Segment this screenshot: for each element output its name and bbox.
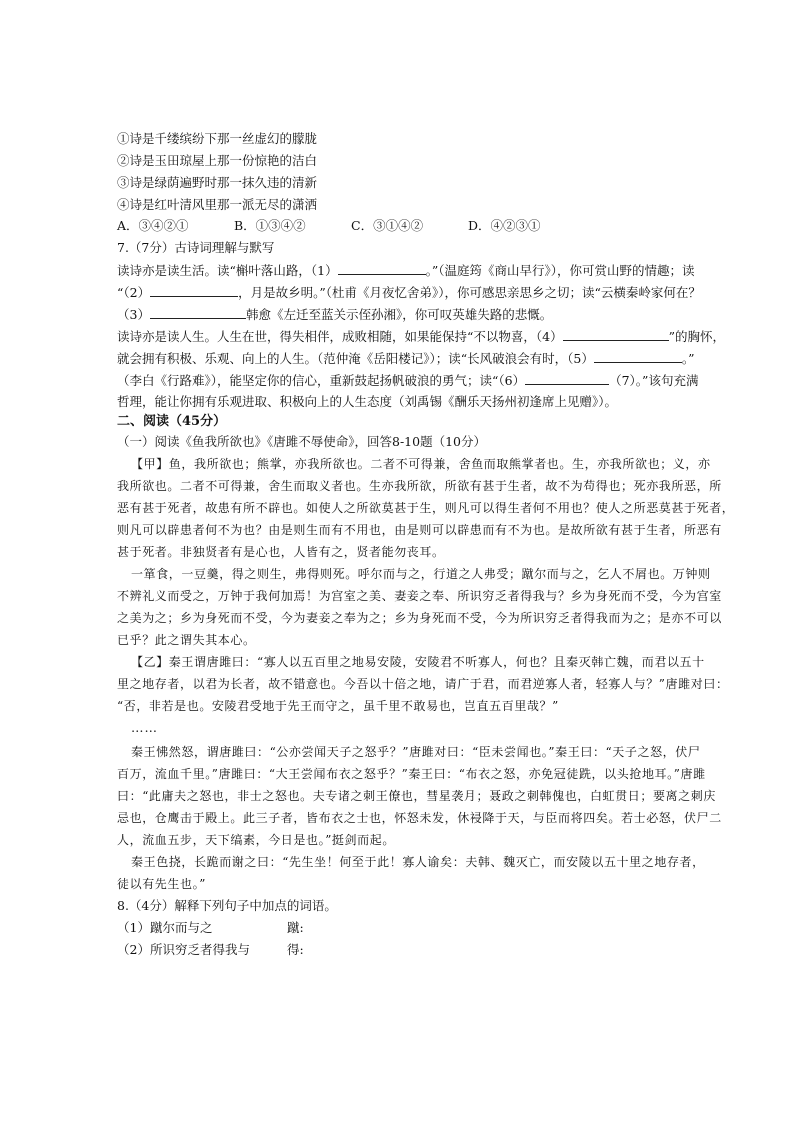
q7-line-2: “（2） ，月是故乡明。”（杜甫《月夜忆舍弟》），你可感思亲思乡之切；读“云横秦岭家何在？ <box>117 282 701 303</box>
q8-item-2: （2）所识穷乏者得我与 <box>117 942 250 957</box>
q7-line-5: 就会拥有积极、乐观、向上的人生。（范仲淹《岳阳楼记》）；读“长风破浪会有时，（5） 。” <box>117 348 695 369</box>
passage-jia-line: 已乎？此之谓失其本心。 <box>117 633 256 647</box>
option-2: ②诗是玉田琼屋上那一份惊艳的洁白 <box>117 153 318 168</box>
answer-blank-5[interactable] <box>594 348 682 363</box>
q7-line-1: 读诗亦是读生活。读“槲叶落山路，（1） 。”（温庭筠《商山早行》），你可赏山野的情趣；读 <box>117 260 695 281</box>
passage-yi-line: 徒以有先生也。” <box>117 877 206 891</box>
passage-ellipsis: …… <box>131 720 158 735</box>
q8-item-1: （1）蹴尔而与之 <box>117 920 213 935</box>
passage-yi-line: 秦王怫然怒，谓唐雎曰：“公亦尝闻天子之怒乎？”唐雎对曰：“臣未尝闻也。”秦王曰：“天子之怒，伏尸 <box>131 745 701 759</box>
passage-yi-line: 里之地存者，以君为长者，故不错意也。今吾以十倍之地，请广于君，而君逆寡人者，轻寡人与？”唐雎对曰： <box>117 677 729 691</box>
choice-a: A．③④②① <box>117 218 189 233</box>
choice-b: B．①③④② <box>234 218 306 233</box>
passage-jia-line: 恶有甚于死者，故患有所不辟也。如使人之所欲莫甚于生，则凡可以得生者何不用也？使人之所恶莫甚于死者， <box>117 501 735 515</box>
answer-blank-3[interactable] <box>150 304 246 319</box>
q8-item-1-answer-label[interactable]: 蹴: <box>287 920 304 935</box>
passage-jia-line: 我所欲也。二者不可得兼，舍生而取义者也。生亦我所欲，所欲有甚于生者，故不为苟得也；死亦我所恶，所 <box>117 479 722 493</box>
q7-line-6: （李白《行路难》），能坚定你的信心，重新鼓起扬帆破浪的勇气；读“（6） （7）。”该句充满 <box>117 370 698 391</box>
passage-jia-line: 甚于死者。非独贤者有是心也，人皆有之，贤者能勿丧耳。 <box>117 545 445 559</box>
passage-jia-line: 则凡可以辟患者何不为也？由是则生而有不用也，由是则可以辟患而有不为也。是故所欲有甚于生者，所恶有 <box>117 523 722 537</box>
answer-blank-4[interactable] <box>563 326 669 341</box>
section-2-subtitle: （一）阅读《鱼我所欲也》《唐雎不辱使命》，回答8-10题（10分） <box>117 434 486 449</box>
passage-yi-line: 曰：“此庸夫之怒也，非士之怒也。夫专诸之刺王僚也，彗星袭月；聂政之刺韩傀也，白虹贯日；要离之刺庆 <box>117 789 716 803</box>
option-3: ③诗是绿荫遍野时那一抹久违的清新 <box>117 175 318 190</box>
passage-jia-line: 【甲】鱼，我所欲也；熊掌，亦我所欲也。二者不可得兼，舍鱼而取熊掌者也。生，亦我所欲也；义，亦 <box>131 457 711 471</box>
option-4: ④诗是红叶清风里那一派无尽的潇洒 <box>117 197 318 212</box>
q8-heading: 8.（4分）解释下列句子中加点的词语。 <box>117 898 337 913</box>
answer-blank-2[interactable] <box>150 282 238 297</box>
passage-jia-line: 不辨礼义而受之，万钟于我何加焉！为宫室之美、妻妾之奉、所识穷乏者得我与？乡为身死而不受，今为宫室 <box>117 589 722 603</box>
passage-yi-line: 忌也，仓鹰击于殿上。此三子者，皆布衣之士也，怀怒未发，休祲降于天，与臣而将四矣。若士必怒，伏尸二 <box>117 811 722 825</box>
passage-yi-line: “否，非若是也。安陵君受地于先王而守之，虽千里不敢易也，岂直五百里哉？” <box>117 699 559 713</box>
passage-yi-line: 【乙】秦王谓唐雎曰：“寡人以五百里之地易安陵，安陵君不听寡人，何也？且秦灭韩亡魏，而君以五十 <box>131 655 705 669</box>
answer-blank-1[interactable] <box>338 260 426 275</box>
choice-d: D．④②③① <box>468 218 541 233</box>
passage-yi-line: 秦王色挠，长跪而谢之曰：“先生坐！何至于此！寡人谕矣：夫韩、魏灭亡，而安陵以五十里之地存者， <box>131 855 705 869</box>
q7-line-4: 读诗亦是读人生。人生在世，得失相伴，成败相随，如果能保持“不以物喜，（4） ”的胸怀， <box>117 326 725 347</box>
passage-jia-line: 一箪食，一豆羹，得之则生，弗得则死。呼尔而与之，行道之人弗受；蹴尔而与之，乞人不屑也。万钟则 <box>131 567 711 581</box>
passage-yi-line: 人，流血五步，天下缟素，今日是也。”挺剑而起。 <box>117 833 395 847</box>
q7-heading: 7.（7分）古诗词理解与默写 <box>117 240 275 255</box>
answer-blank-6[interactable] <box>525 370 609 385</box>
option-1: ①诗是千缕缤纷下那一丝虚幻的朦胧 <box>117 131 318 146</box>
q7-line-7: 哲理，能让你拥有乐观进取、积极向上的人生态度（刘禹锡《酬乐天扬州初逢席上见赠》）。 <box>117 394 618 409</box>
section-2-title: 二、阅读（45分） <box>117 414 227 429</box>
q7-line-3: （3） 韩愈《左迁至蓝关示侄孙湘》，你可叹英雄失路的悲慨。 <box>117 304 552 325</box>
passage-jia-line: 之美为之；乡为身死而不受，今为妻妾之奉为之；乡为身死而不受，今为所识穷乏者得我而为之；是亦不可以 <box>117 611 722 625</box>
choice-c: C．③①④② <box>351 218 424 233</box>
passage-yi-line: 百万，流血千里。”唐雎曰：“大王尝闻布衣之怒乎？”秦王曰：“布衣之怒，亦免冠徒跣，以头抢地耳。”唐雎 <box>117 767 706 781</box>
q8-item-2-answer-label[interactable]: 得: <box>287 942 304 957</box>
